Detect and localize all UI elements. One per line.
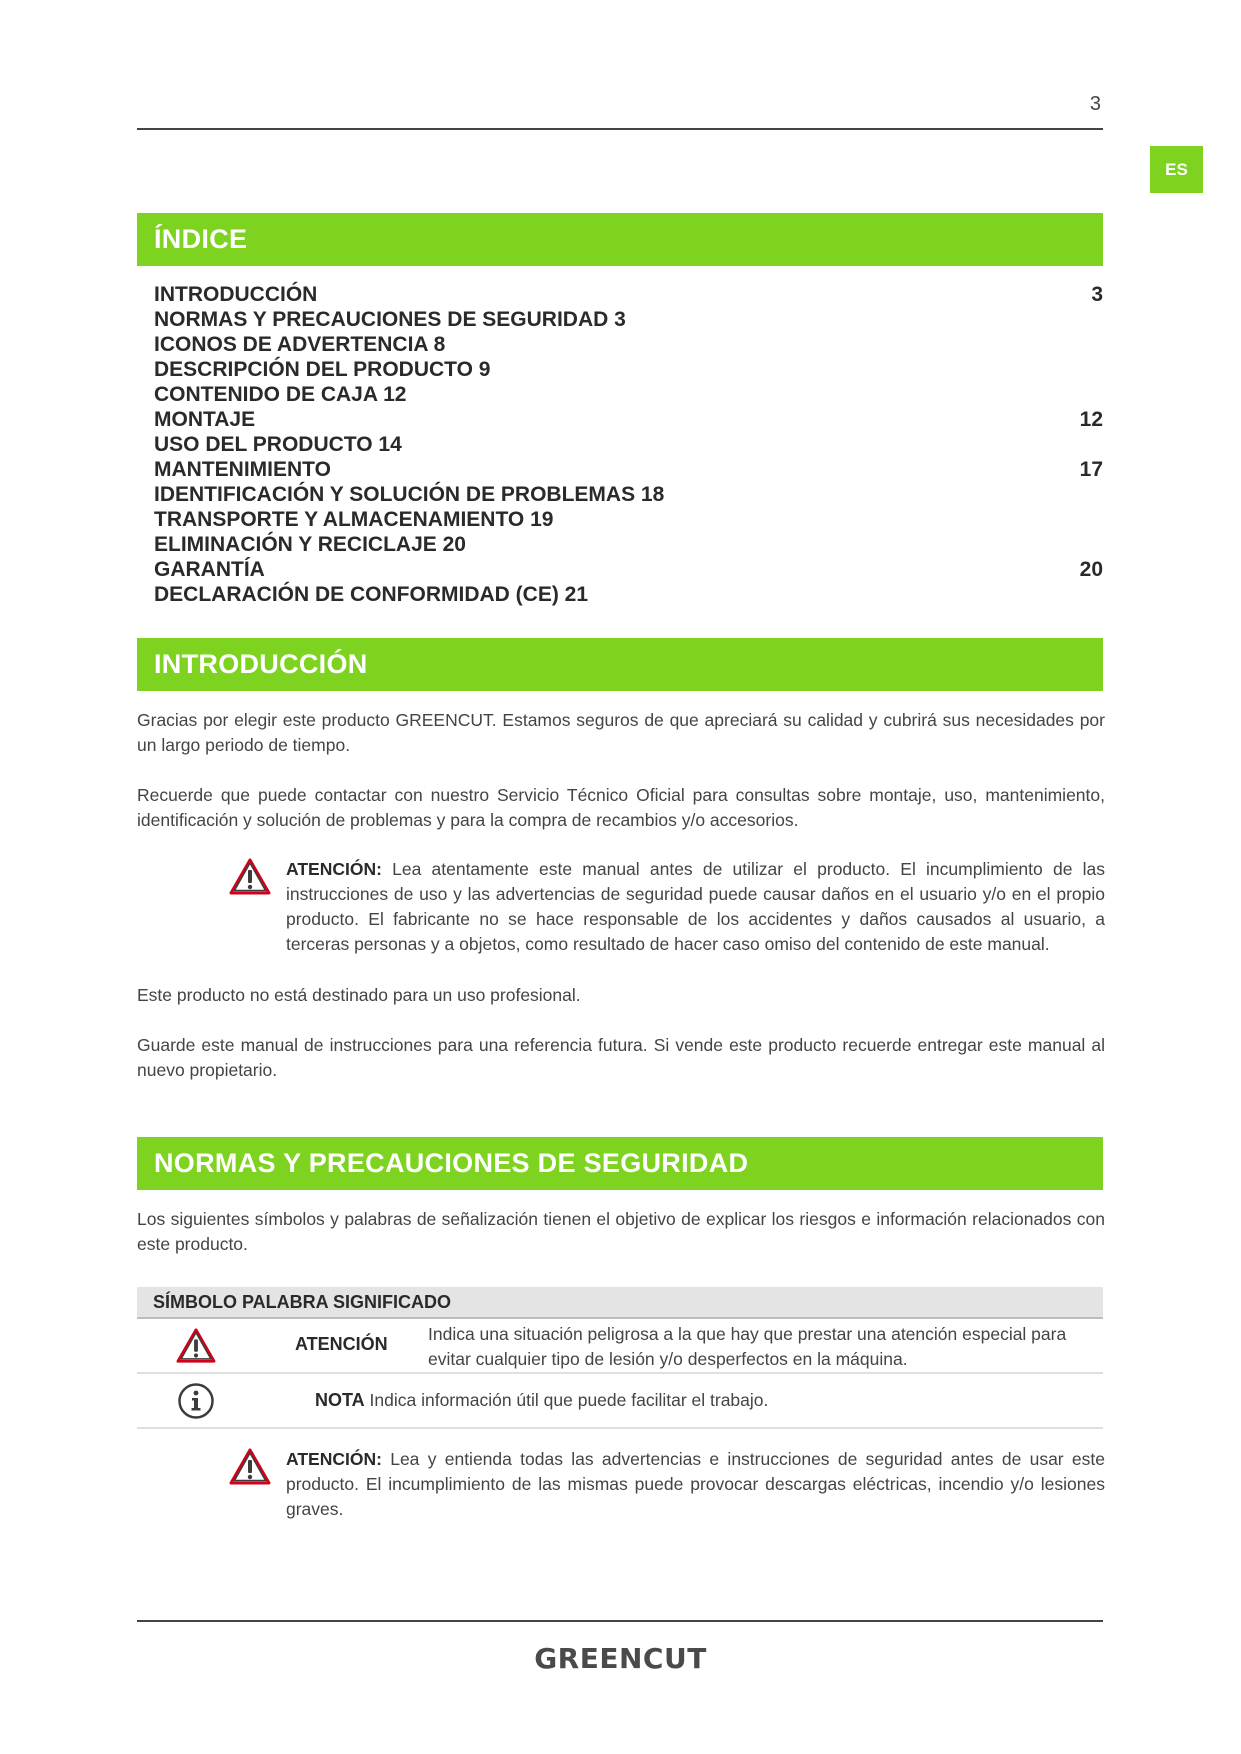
toc-item-label: GARANTÍA: [154, 558, 265, 581]
toc-item-label: MANTENIMIENTO: [154, 458, 331, 481]
symbol-meaning-nota: Indica información útil que puede facilitar el trabajo.: [364, 1390, 769, 1410]
table-of-contents: [154, 282, 1103, 607]
warning-label: ATENCIÓN:: [286, 859, 382, 879]
toc-item[interactable]: [154, 357, 1103, 382]
toc-item-label: INTRODUCCIÓN: [154, 283, 318, 306]
intro-paragraph-3: Este producto no está destinado para un uso profesional.: [137, 985, 581, 1005]
toc-item-label: NORMAS Y PRECAUCIONES DE SEGURIDAD 3: [154, 308, 626, 331]
toc-item[interactable]: [154, 407, 1103, 432]
toc-item-label: ELIMINACIÓN Y RECICLAJE 20: [154, 533, 466, 556]
toc-item[interactable]: [154, 482, 1103, 507]
table-row: [137, 1374, 1103, 1429]
toc-item-page: 17: [1079, 458, 1103, 481]
symbol-table-header: SÍMBOLO PALABRA SIGNIFICADO: [137, 1287, 1103, 1319]
toc-item[interactable]: [154, 332, 1103, 357]
warning-triangle-icon: [175, 1327, 217, 1365]
symbol-row-nota: [315, 1388, 768, 1413]
language-tab: ES: [1150, 146, 1203, 193]
intro-warning-text: [286, 857, 1105, 957]
toc-item[interactable]: [154, 382, 1103, 407]
symbol-word-nota: NOTA: [315, 1390, 365, 1410]
intro-paragraph-4: Guarde este manual de instrucciones para una referencia futura. Si vende este producto recuerde entregar este manual al nuevo propietario.: [137, 1035, 1105, 1080]
symbol-meaning-atencion: Indica una situación peligrosa a la que hay que prestar una atención especial para evitar cualquier tipo de lesión y/o desperfectos en la máquina.: [428, 1324, 1067, 1369]
index-heading: ÍNDICE: [137, 213, 1103, 266]
toc-item-label: TRANSPORTE Y ALMACENAMIENTO 19: [154, 508, 554, 531]
header-rule: [137, 128, 1103, 130]
toc-item-label: ICONOS DE ADVERTENCIA 8: [154, 333, 446, 356]
toc-item[interactable]: [154, 532, 1103, 557]
toc-item[interactable]: [154, 457, 1103, 482]
page-number: 3: [1089, 93, 1101, 115]
safety-paragraph-1: Los siguientes símbolos y palabras de señalización tienen el objetivo de explicar los riesgos e información relacionados con este producto.: [137, 1209, 1105, 1254]
safety-heading: NORMAS Y PRECAUCIONES DE SEGURIDAD: [137, 1137, 1103, 1190]
info-icon: [177, 1382, 215, 1420]
warning-triangle-icon: [228, 857, 272, 897]
table-row: [137, 1319, 1103, 1374]
toc-item-page: 12: [1079, 408, 1103, 431]
toc-item-label: USO DEL PRODUCTO 14: [154, 433, 402, 456]
symbol-table: [137, 1287, 1103, 1429]
toc-item[interactable]: [154, 557, 1103, 582]
toc-item[interactable]: [154, 507, 1103, 532]
toc-item-label: MONTAJE: [154, 408, 256, 431]
toc-item[interactable]: [154, 432, 1103, 457]
toc-item-label: DECLARACIÓN DE CONFORMIDAD (CE) 21: [154, 583, 589, 606]
toc-item-label: DESCRIPCIÓN DEL PRODUCTO 9: [154, 358, 491, 381]
footer-rule: [137, 1620, 1103, 1622]
intro-paragraph-1: Gracias por elegir este producto GREENCUT. Estamos seguros de que apreciará su calidad y cubrirá sus necesidades por un largo periodo de tiempo.: [137, 710, 1105, 755]
warning-body: Lea atentamente este manual antes de utilizar el producto. El incumplimiento de las instrucciones de uso y las advertencias de seguridad puede causar daños en el usuario y/o en el propio producto. El fabricante no se hace responsable de los accidentes y daños causados al usuario, a terceras personas y a objetos, como resultado de hacer caso omiso del contenido de este manual.: [286, 859, 1105, 954]
safety-warning-text: [286, 1447, 1105, 1522]
greencut-logo: GREENCUT: [534, 1642, 707, 1675]
intro-warning: [228, 857, 1105, 957]
intro-heading: INTRODUCCIÓN: [137, 638, 1103, 691]
intro-paragraph-2: Recuerde que puede contactar con nuestro Servicio Técnico Oficial para consultas sobre montaje, uso, mantenimiento, identificación y solución de problemas y para la compra de recambios y/o accesorios.: [137, 785, 1105, 830]
toc-item[interactable]: [154, 282, 1103, 307]
toc-item-page: 20: [1079, 558, 1103, 581]
warning-label: ATENCIÓN:: [286, 1449, 382, 1469]
toc-item-label: IDENTIFICACIÓN Y SOLUCIÓN DE PROBLEMAS 18: [154, 483, 665, 506]
toc-item-label: CONTENIDO DE CAJA 12: [154, 383, 407, 406]
symbol-word-atencion: ATENCIÓN: [295, 1334, 388, 1354]
safety-warning: [228, 1447, 1105, 1522]
warning-triangle-icon: [228, 1447, 272, 1487]
toc-item[interactable]: [154, 582, 1103, 607]
toc-item[interactable]: [154, 307, 1103, 332]
toc-item-page: 3: [1091, 283, 1103, 306]
warning-body: Lea y entienda todas las advertencias e instrucciones de seguridad antes de usar este producto. El incumplimiento de las mismas puede provocar descargas eléctricas, incendio y/o lesiones graves.: [286, 1449, 1105, 1519]
